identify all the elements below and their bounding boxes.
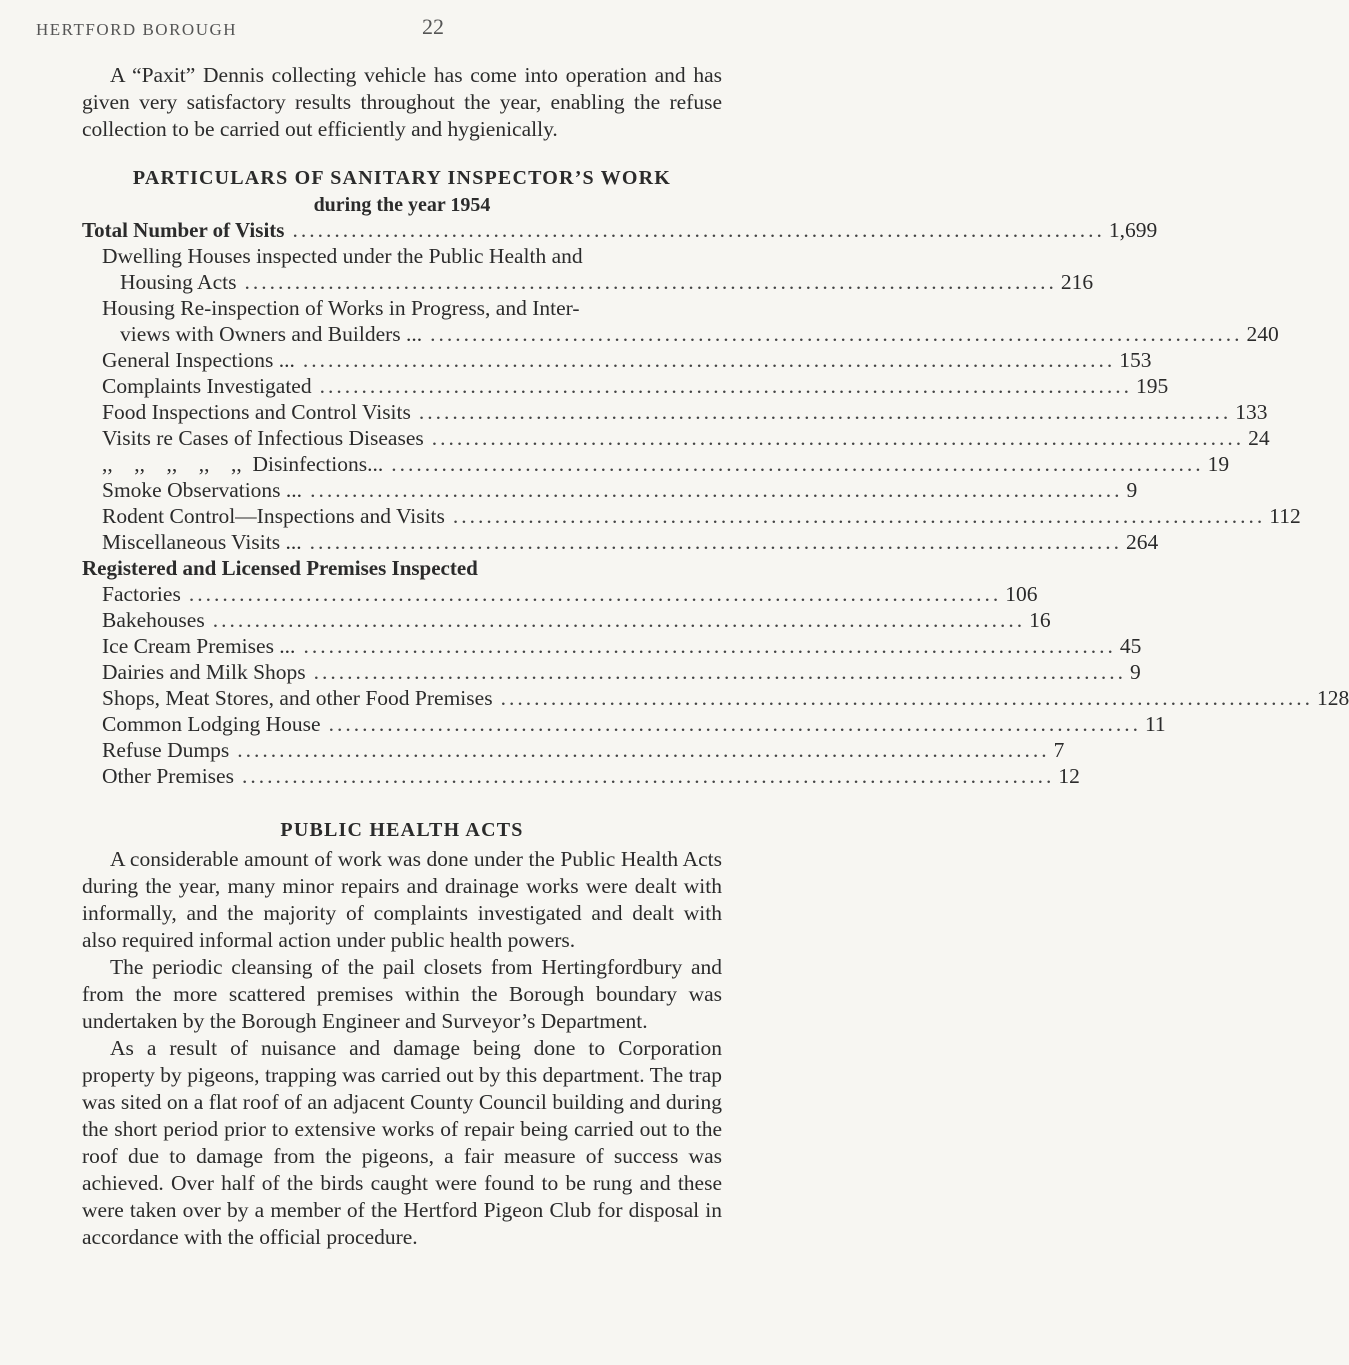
sanitary-items-list bbox=[82, 347, 1301, 555]
page-number: 22 bbox=[422, 14, 444, 39]
dot-leader: ................................................................................................. bbox=[391, 452, 1204, 476]
item-value: 128 bbox=[1316, 686, 1349, 710]
reinspection-value: 240 bbox=[1246, 322, 1279, 346]
item-label: Common Lodging House bbox=[102, 712, 321, 736]
dot-leader: ................................................................................................. bbox=[241, 764, 1055, 788]
list-item bbox=[82, 581, 1038, 607]
item-label: Miscellaneous Visits ... bbox=[102, 530, 302, 554]
dot-leader: ................................................................................................. bbox=[292, 218, 1105, 242]
list-item bbox=[82, 373, 1169, 399]
item-value: 195 bbox=[1135, 374, 1169, 398]
list-item bbox=[82, 763, 1080, 789]
total-visits-row bbox=[82, 217, 1158, 243]
list-item bbox=[82, 529, 1159, 555]
dot-leader: ................................................................................................. bbox=[302, 348, 1116, 372]
public-health-paragraph-3: As a result of nuisance and damage being done to Corporation property by pigeons, trapping was carried out by this department. The trap was sited on a flat roof of an adjacent County Council building and during the short period prior to extensive works of repair being carried out to the roof due to damage from the pigeons, a fair measure of success was achieved. Over half of the birds caught were found to be rung and these were taken over by a member of the Hertford Pigeon Club for disposal in accordance with the official procedure. bbox=[82, 1036, 722, 1249]
item-label: Smoke Observations ... bbox=[102, 478, 303, 502]
premises-section-title: Registered and Licensed Premises Inspected bbox=[82, 556, 478, 580]
dot-leader: ................................................................................................. bbox=[310, 478, 1123, 502]
list-item bbox=[82, 607, 1051, 633]
dot-leader: ................................................................................................. bbox=[418, 400, 1232, 424]
dwelling-row-line1: Dwelling Houses inspected under the Public Health and bbox=[102, 244, 583, 268]
item-label: Dairies and Milk Shops bbox=[102, 660, 306, 684]
item-value: 153 bbox=[1119, 348, 1152, 372]
dwelling-label: Housing Acts bbox=[120, 270, 237, 294]
dot-leader: ................................................................................................. bbox=[431, 426, 1245, 450]
item-label: Visits re Cases of Infectious Diseases bbox=[102, 426, 424, 450]
total-visits-label: Total Number of Visits bbox=[82, 218, 285, 242]
public-health-title: PUBLIC HEALTH ACTS bbox=[280, 819, 524, 841]
item-label: General Inspections ... bbox=[102, 348, 295, 372]
list-item bbox=[82, 685, 1349, 711]
public-health-paragraph-1: A considerable amount of work was done under the Public Health Acts during the year, many minor repairs and drainage works were dealt with informally, and the majority of complaints investigated and dealt with also required informal action under public health powers. bbox=[82, 847, 722, 952]
running-header bbox=[36, 14, 576, 44]
dot-leader: ................................................................................................. bbox=[313, 660, 1127, 684]
item-value: 45 bbox=[1119, 634, 1142, 658]
dot-leader: ................................................................................................. bbox=[319, 374, 1132, 398]
item-label: Other Premises bbox=[102, 764, 234, 788]
sanitary-section-subtitle: during the year 1954 bbox=[313, 194, 491, 216]
item-value: 9 bbox=[1130, 660, 1141, 684]
item-value: 19 bbox=[1207, 452, 1230, 476]
item-label: Ice Cream Premises ... bbox=[102, 634, 296, 658]
item-value: 7 bbox=[1053, 738, 1065, 762]
list-item bbox=[82, 659, 1141, 685]
list-item bbox=[82, 737, 1065, 763]
running-title: HERTFORD BOROUGH bbox=[36, 20, 238, 39]
item-label: Refuse Dumps bbox=[102, 738, 230, 762]
item-label: Complaints Investigated bbox=[102, 374, 312, 398]
item-value: 133 bbox=[1235, 400, 1268, 424]
public-health-paragraph-2: The periodic cleansing of the pail closets from Hertingfordbury and from the more scattered premises within the Borough boundary was undertaken by the Borough Engineer and Surveyor’s Department. bbox=[82, 955, 722, 1033]
dot-leader: ................................................................................................. bbox=[309, 530, 1122, 554]
dot-leader: ................................................................................................. bbox=[328, 712, 1141, 736]
item-value: 264 bbox=[1125, 530, 1159, 554]
intro-paragraph: A “Paxit” Dennis collecting vehicle has come into operation and has given very satisfactory results throughout the year, enabling the refuse collection to be carried out efficiently and hygienically. bbox=[82, 63, 722, 141]
item-label: Bakehouses bbox=[102, 608, 205, 632]
dwelling-row bbox=[82, 269, 1094, 295]
item-value: 12 bbox=[1058, 764, 1080, 788]
dot-leader: ................................................................................................. bbox=[188, 582, 1002, 606]
list-item bbox=[82, 425, 1270, 451]
item-label: ,, ,, ,, ,, ,, Disinfections... bbox=[102, 452, 384, 476]
reinspection-row bbox=[82, 321, 1279, 347]
dot-leader: ................................................................................................. bbox=[303, 634, 1116, 658]
list-item bbox=[82, 347, 1152, 373]
item-label: Factories bbox=[102, 582, 181, 606]
page-content bbox=[82, 62, 1349, 1251]
item-value: 11 bbox=[1144, 712, 1166, 736]
item-value: 112 bbox=[1269, 504, 1301, 528]
reinspection-label: views with Owners and Builders ... bbox=[120, 322, 423, 346]
dot-leader: ................................................................................................. bbox=[212, 608, 1026, 632]
list-item bbox=[82, 711, 1166, 737]
item-value: 16 bbox=[1029, 608, 1051, 632]
item-value: 24 bbox=[1248, 426, 1270, 450]
item-label: Food Inspections and Control Visits bbox=[102, 400, 411, 424]
item-value: 106 bbox=[1005, 582, 1038, 606]
dot-leader: ................................................................................................. bbox=[237, 738, 1050, 762]
sanitary-section-title: PARTICULARS OF SANITARY INSPECTOR’S WORK bbox=[132, 167, 672, 189]
list-item bbox=[82, 477, 1138, 503]
list-item bbox=[82, 503, 1301, 529]
dot-leader: ................................................................................................. bbox=[430, 322, 1243, 346]
total-visits-value: 1,699 bbox=[1108, 218, 1158, 242]
item-label: Rodent Control—Inspections and Visits bbox=[102, 504, 445, 528]
item-value: 9 bbox=[1126, 478, 1138, 502]
dwelling-value: 216 bbox=[1060, 270, 1094, 294]
dot-leader: ................................................................................................. bbox=[452, 504, 1266, 528]
reinspection-row-line1: Housing Re-inspection of Works in Progress, and Inter- bbox=[102, 296, 580, 320]
item-label: Shops, Meat Stores, and other Food Premises bbox=[102, 686, 493, 710]
premises-items-list bbox=[82, 581, 1349, 789]
dot-leader: ................................................................................................. bbox=[500, 686, 1313, 710]
list-item bbox=[82, 399, 1268, 425]
dot-leader: ................................................................................................. bbox=[244, 270, 1057, 294]
list-item bbox=[82, 633, 1142, 659]
list-item bbox=[82, 451, 1230, 477]
